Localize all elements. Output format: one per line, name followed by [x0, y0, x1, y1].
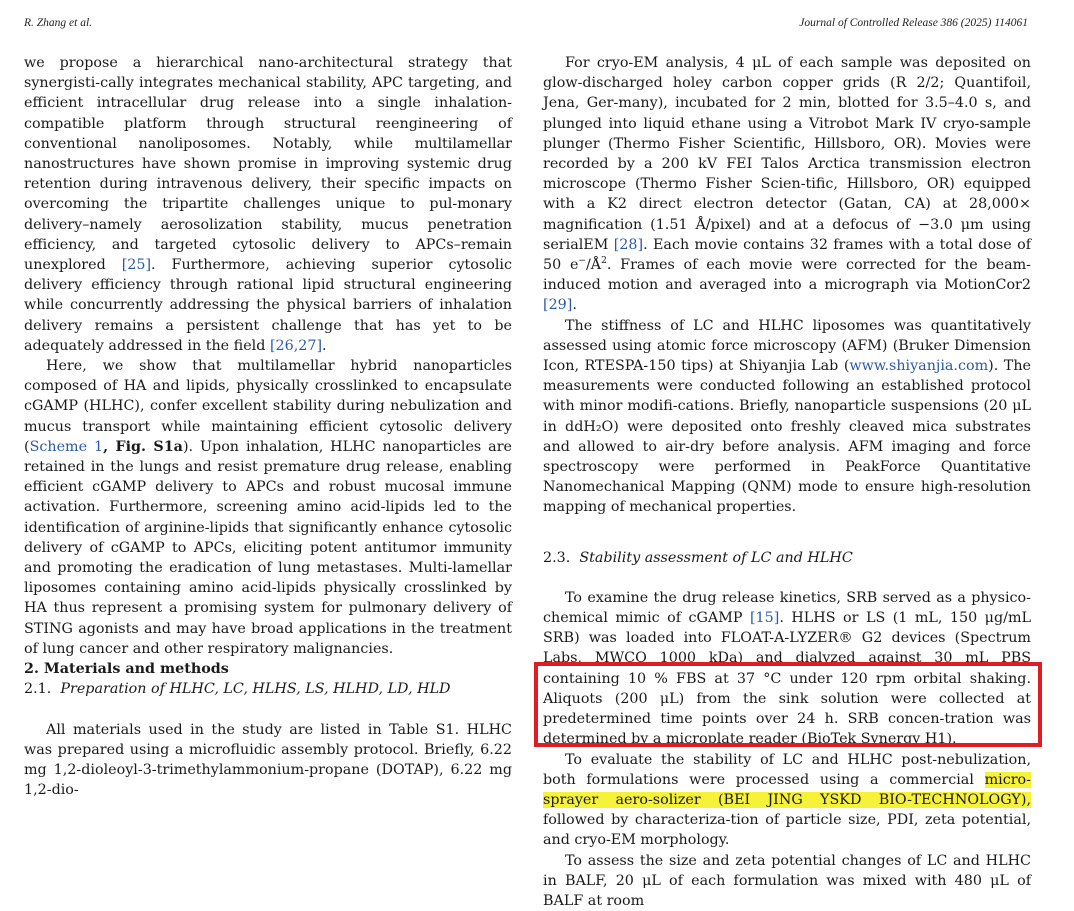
page-header	[24, 17, 1028, 37]
paragraph-afm: The stiffness of LC and HLHC liposomes was quantitatively assessed using atomic force microscopy (AFM) (Bruker Dimension Icon, RTESPA-150 tips) at Shiyanjia Lab (www.shiyanjia.com). The measurements were conducted following an established protocol with minor modifi-cations. Briefly, nanoparticle suspensions (20 μL in ddH₂O) were deposited onto freshly cleaved mica substrates and allowed to air-dry before analysis. AFM imaging and force spectroscopy were performed in PeakForce Quantitative Nanomechanical Mapping (QNM) mode to ensure high-resolution mapping of mechanical properties.	[543, 317, 1031, 516]
left-column	[24, 53, 512, 800]
paragraph-balf: To assess the size and zeta potential changes of LC and HLHC in BALF, 20 μL of each formulation was mixed with 480 μL of BALF at room	[543, 852, 1031, 909]
citation-link[interactable]: [15]	[749, 610, 780, 627]
running-journal: Journal of Controlled Release 386 (2025) 114061	[799, 17, 1028, 29]
paragraph-nebulization: To evaluate the stability of LC and HLHC post-nebulization, both formulations were processed using a commercial micro-sprayer aero-solizer (BEI JING YSKD BIO-TECHNOLOGY), followed by characteriza-tion of particle size, PDI, zeta potential, and cryo-EM morphology.	[543, 751, 1031, 849]
subsection-heading: 2.3. Stability assessment of LC and HLHC	[543, 549, 853, 566]
citation-link[interactable]: [26,27]	[269, 337, 323, 354]
citation-link[interactable]: [28]	[613, 236, 644, 253]
paragraph-release: To examine the drug release kinetics, SRB served as a physico-chemical mimic of cGAMP [15]. HLHS or LS (1 mL, 150 μg/mL SRB) was loaded into FLOAT-A-LYZER® G2 devices (Spectrum Labs, MWCO 1000 kDa) and dialyzed against 30 mL PBS containing 10 % FBS at 37 °C under 120 rpm orbital shaking. Aliquots (200 μL) from the sink solution were collected at predetermined time points over 24 h. SRB concen-tration was determined by a microplate reader (BioTek Synergy H1).	[543, 589, 1031, 748]
paragraph-cryoem: For cryo-EM analysis, 4 μL of each sample was deposited on glow-discharged holey carbon copper grids (R 2/2; Quantifoil, Jena, Ger-many), incubated for 2 min, blotted for 3.5–4.0 s, and plunged into liquid ethane using a Vitrobot Mark IV cryo-sample plunger (Thermo Fisher Scientific, Hillsboro, OR). Movies were recorded by a 200 kV FEI Talos Arctica transmission electron microscope (Thermo Fisher Scien-tific, Hillsboro, OR) equipped with a K2 direct electron detector (Gatan, CA) at 28,000× magnification (1.51 Å/pixel) and at a defocus of −3.0 μm using serialEM [28]. Each movie contains 32 frames with a total dose of 50 $e^-/Å^2$. Frames of each movie were corrected for the beam-induced motion and averaged into a micrograph via MotionCor2 [29].	[543, 55, 1031, 314]
paragraph-materials: All materials used in the study are listed in Table S1. HLHC was prepared using a microfluidic assembly protocol. Briefly, 6.22 mg 1,2-dioleoyl-3-trimethylammonium-propane (DOTAP), 6.22 mg 1,2-dio-	[24, 721, 512, 799]
paragraph-intro: we propose a hierarchical nano-architectural strategy that synergisti-cally integrates mechanical stability, APC targeting, and efficient intracellular drug release into a single inhalation-compatible platform through structural reengineering of conventional nanoliposomes. Notably, while multilamellar nanostructures have shown promise in improving systemic drug retention during intravenous delivery, their specific impacts on overcoming the tripartite challenges unique to pul-monary delivery–namely aerosolization stability, mucus penetration efficiency, and targeted cytosolic delivery to APCs–remain unexplored [25]. Furthermore, achieving superior cytosolic delivery efficiency through rational lipid structural engineering while concurrently addressing the physical barriers of inhalation delivery remains a persistent challenge that has yet to be adequately addressed in the field [26,27].	[24, 55, 512, 354]
highlighted-text: micro-sprayer aero-solizer (BEI JING YSKD BIO-TECHNOLOGY),	[543, 771, 1031, 808]
paragraph-here: Here, we show that multilamellar hybrid nanoparticles composed of HA and lipids, physically crosslinked to encapsulate cGAMP (HLHC), confer excellent stability during nebulization and mucus transport while maintaining efficient cytosolic delivery (Scheme 1, Fig. S1a). Upon inhalation, HLHC nanoparticles are retained in the lungs and resist premature drug release, enabling efficient cGAMP delivery to APCs and robust mucosal immune activation. Furthermore, screening amino acid-lipids led to the identification of arginine-lipids that significantly enhance cytosolic delivery of cGAMP to APCs, eliciting potent antitumor immunity and promoting the eradication of lung metastases. Multi-lamellar liposomes containing amino acid-lipids physically crosslinked by HA thus represent a promising system for pulmonary delivery of STING agonists and may have broad applications in the treatment of lung cancer and other respiratory malignancies.	[24, 358, 512, 657]
citation-link[interactable]: [25]	[121, 257, 152, 274]
section-heading: 2. Materials and methods	[24, 661, 229, 678]
website-link[interactable]: www.shiyanjia.com	[849, 358, 989, 375]
running-authors: R. Zhang et al.	[24, 17, 93, 29]
subsection-heading: 2.1. Preparation of HLHC, LC, HLHS, LS, HLHD, LD, HLD	[24, 681, 451, 698]
figure-ref: , Fig. S1a	[103, 438, 183, 455]
scheme-link[interactable]: Scheme 1	[29, 438, 104, 455]
citation-link[interactable]: [29]	[543, 297, 573, 314]
right-column	[543, 53, 1031, 911]
